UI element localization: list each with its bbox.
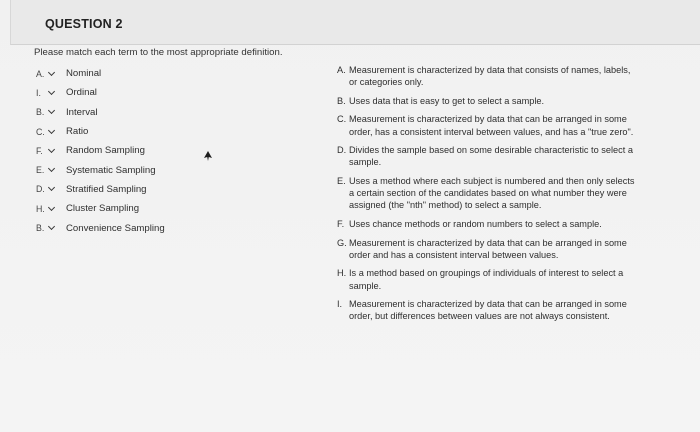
term-label: Random Sampling bbox=[66, 145, 145, 157]
term-row-ordinal bbox=[36, 83, 286, 102]
term-label: Systematic Sampling bbox=[66, 164, 156, 176]
definition-item bbox=[337, 113, 637, 137]
chevron-down-icon bbox=[48, 107, 55, 114]
definition-key: F. bbox=[337, 218, 345, 229]
definition-key: H. bbox=[337, 268, 347, 279]
definition-text: Uses chance methods or random numbers to select a sample. bbox=[349, 218, 602, 229]
definition-key: A. bbox=[337, 65, 346, 75]
term-row-stratified-sampling bbox=[36, 180, 286, 199]
definition-item bbox=[337, 144, 637, 168]
definition-list bbox=[337, 64, 637, 329]
term-row-systematic-sampling bbox=[36, 160, 286, 179]
chevron-down-icon bbox=[48, 126, 55, 133]
definition-text: Measurement is characterized by data that consists of names, labels, or categories only. bbox=[349, 65, 631, 88]
definition-text: Measurement is characterized by data that can be arranged in some order and has a consistent interval between values. bbox=[349, 237, 627, 260]
match-dropdown[interactable] bbox=[36, 86, 61, 100]
match-dropdown[interactable] bbox=[36, 163, 61, 177]
term-label: Nominal bbox=[66, 68, 102, 80]
definition-text: Divides the sample based on some desirable characteristic to select a sample. bbox=[349, 145, 633, 168]
term-label: Ordinal bbox=[66, 87, 97, 99]
selected-letter: I. bbox=[36, 87, 41, 98]
mouse-cursor-icon bbox=[204, 151, 212, 161]
question-prompt: Please match each term to the most appropriate definition. bbox=[34, 47, 283, 58]
chevron-down-icon bbox=[48, 146, 55, 153]
definition-key: I. bbox=[337, 299, 343, 310]
selected-letter: A. bbox=[36, 68, 45, 79]
term-row-interval bbox=[36, 103, 286, 122]
chevron-down-icon bbox=[48, 88, 55, 95]
definition-item bbox=[337, 95, 637, 107]
term-row-nominal bbox=[36, 64, 286, 83]
definition-text: Uses a method where each subject is numbered and then only selects a certain section of the candidates based on what number they were assigned (the "nth" method) to select a sample. bbox=[349, 175, 635, 211]
selected-letter: B. bbox=[36, 223, 45, 234]
chevron-down-icon bbox=[48, 184, 55, 191]
term-label: Ratio bbox=[66, 126, 89, 138]
match-dropdown[interactable] bbox=[36, 125, 61, 139]
definition-key: E. bbox=[337, 175, 346, 186]
definition-text: Is a method based on groupings of individuals of interest to select a sample. bbox=[349, 268, 624, 291]
definition-item bbox=[337, 237, 637, 261]
chevron-down-icon bbox=[48, 223, 55, 230]
selected-letter: D. bbox=[36, 184, 45, 195]
term-row-random-sampling bbox=[36, 141, 286, 160]
match-dropdown[interactable] bbox=[36, 105, 61, 119]
selected-letter: H. bbox=[36, 203, 45, 214]
selected-letter: E. bbox=[36, 165, 45, 176]
definition-item bbox=[337, 218, 637, 230]
term-list bbox=[36, 64, 286, 238]
definition-text: Measurement is characterized by data that can be arranged in some order, has a consistent interval between values, and has a "true zero". bbox=[349, 114, 634, 137]
selected-letter: F. bbox=[36, 145, 43, 156]
match-dropdown[interactable] bbox=[36, 221, 61, 235]
selected-letter: B. bbox=[36, 107, 45, 118]
definition-key: G. bbox=[337, 237, 347, 248]
term-row-ratio bbox=[36, 122, 286, 141]
term-label: Stratified Sampling bbox=[66, 183, 147, 195]
definition-item bbox=[337, 175, 637, 212]
term-row-cluster-sampling bbox=[36, 199, 286, 218]
term-label: Convenience Sampling bbox=[66, 222, 165, 234]
definition-text: Measurement is characterized by data that can be arranged in some order, but differences between values are not always consistent. bbox=[349, 299, 627, 322]
match-dropdown[interactable] bbox=[36, 67, 61, 81]
definition-item bbox=[337, 267, 637, 291]
definition-item bbox=[337, 298, 637, 322]
question-header bbox=[10, 0, 700, 45]
term-label: Cluster Sampling bbox=[66, 203, 140, 215]
match-dropdown[interactable] bbox=[36, 202, 61, 216]
definition-key: C. bbox=[337, 114, 347, 125]
match-dropdown[interactable] bbox=[36, 182, 61, 196]
definition-text: Uses data that is easy to get to select a sample. bbox=[349, 95, 545, 106]
term-row-convenience-sampling bbox=[36, 218, 286, 237]
question-title: QUESTION 2 bbox=[45, 17, 123, 31]
chevron-down-icon bbox=[48, 165, 55, 172]
selected-letter: C. bbox=[36, 126, 45, 137]
definition-key: D. bbox=[337, 145, 347, 156]
term-label: Interval bbox=[66, 106, 98, 118]
definition-key: B. bbox=[337, 95, 346, 106]
definition-item bbox=[337, 64, 637, 88]
match-dropdown[interactable] bbox=[36, 144, 61, 158]
chevron-down-icon bbox=[48, 69, 55, 76]
chevron-down-icon bbox=[48, 204, 55, 211]
